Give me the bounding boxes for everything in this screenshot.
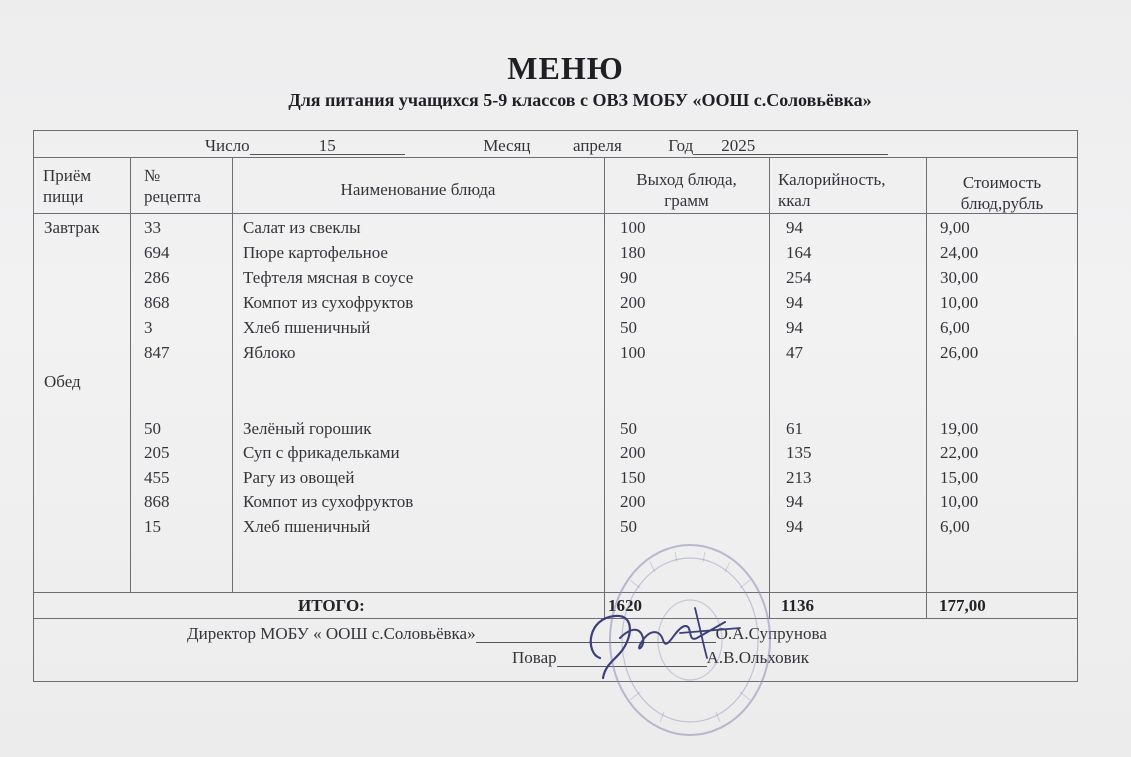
kcal-cell: 135 <box>786 443 812 462</box>
dish-cell: Зелёный горошик <box>243 419 372 438</box>
table-row <box>0 319 1131 344</box>
cost-cell: 15,00 <box>940 468 979 487</box>
cost-cell: 9,00 <box>940 218 970 237</box>
meal-label-lunch: Обед <box>44 372 81 391</box>
total-kcal: 1136 <box>781 596 815 615</box>
table-row <box>0 420 1131 445</box>
col-header-calories: Калорийность, ккал <box>778 170 886 211</box>
total-cost: 177,00 <box>939 596 986 615</box>
cost-cell: 22,00 <box>940 443 979 462</box>
recipe-cell: 33 <box>144 218 161 237</box>
month-label: Месяц <box>483 136 531 155</box>
yield-cell: 100 <box>620 218 646 237</box>
col-header-dish: Наименование блюда <box>340 180 496 199</box>
yield-cell: 50 <box>620 318 637 337</box>
table-row <box>0 344 1131 369</box>
meal-label-breakfast: Завтрак <box>44 218 100 237</box>
cost-cell: 6,00 <box>940 318 970 337</box>
yield-cell: 200 <box>620 443 646 462</box>
kcal-cell: 213 <box>786 468 812 487</box>
cook-signature-line <box>557 649 707 667</box>
recipe-cell: 694 <box>144 243 170 262</box>
yield-cell: 90 <box>620 268 637 287</box>
yield-cell: 50 <box>620 419 637 438</box>
total-yield: 1620 <box>608 596 642 615</box>
recipe-cell: 15 <box>144 517 161 536</box>
yield-cell: 150 <box>620 468 646 487</box>
table-row <box>0 469 1131 494</box>
col-header-meal: Приём пищи <box>43 166 92 207</box>
dish-cell: Салат из свеклы <box>243 218 361 237</box>
col-header-yield: Выход блюда, грамм <box>636 170 737 211</box>
recipe-cell: 455 <box>144 468 170 487</box>
year-value: 2025 <box>693 137 888 155</box>
month-value: апреля <box>573 136 622 155</box>
dish-cell: Хлеб пшеничный <box>243 517 371 536</box>
recipe-cell: 50 <box>144 419 161 438</box>
rule-total-top <box>33 592 1078 593</box>
cost-cell: 6,00 <box>940 517 970 536</box>
yield-cell: 50 <box>620 517 637 536</box>
table-row <box>0 294 1131 319</box>
dish-cell: Яблоко <box>243 343 296 362</box>
kcal-cell: 94 <box>786 218 803 237</box>
rule-total-bottom <box>33 618 1078 619</box>
yield-cell: 200 <box>620 492 646 511</box>
kcal-cell: 94 <box>786 293 803 312</box>
cook-line <box>512 649 809 667</box>
cost-cell: 10,00 <box>940 492 979 511</box>
col-header-recipe: № рецепта <box>144 166 201 207</box>
day-value: 15 <box>250 137 405 155</box>
recipe-cell: 3 <box>144 318 153 337</box>
kcal-cell: 254 <box>786 268 812 287</box>
kcal-cell: 94 <box>786 517 803 536</box>
kcal-cell: 94 <box>786 492 803 511</box>
dish-cell: Рагу из овощей <box>243 468 355 487</box>
date-line <box>205 137 888 155</box>
col-header-cost: Стоимость блюд,рубль <box>960 173 1044 214</box>
dish-cell: Суп с фрикадельками <box>243 443 400 462</box>
day-label: Число <box>205 136 250 155</box>
rule-date-bottom <box>33 157 1078 158</box>
table-row <box>0 244 1131 269</box>
table-row <box>0 444 1131 469</box>
director-line <box>187 625 827 643</box>
rule-header-bottom <box>33 213 1078 214</box>
recipe-cell: 286 <box>144 268 170 287</box>
dish-cell: Пюре картофельное <box>243 243 388 262</box>
kcal-cell: 164 <box>786 243 812 262</box>
director-label: Директор МОБУ « ООШ с.Соловьёвка» <box>187 624 476 643</box>
yield-cell: 100 <box>620 343 646 362</box>
cost-cell: 10,00 <box>940 293 979 312</box>
kcal-cell: 94 <box>786 318 803 337</box>
cost-cell: 19,00 <box>940 419 979 438</box>
cost-cell: 30,00 <box>940 268 979 287</box>
menu-title: МЕНЮ <box>507 50 624 86</box>
recipe-cell: 205 <box>144 443 170 462</box>
kcal-cell: 47 <box>786 343 803 362</box>
table-row <box>0 493 1131 518</box>
year-label: Год <box>668 136 694 155</box>
yield-cell: 200 <box>620 293 646 312</box>
table-row <box>0 518 1131 543</box>
dish-cell: Тефтеля мясная в соусе <box>243 268 414 287</box>
total-label: ИТОГО: <box>298 596 365 615</box>
recipe-cell: 868 <box>144 492 170 511</box>
table-row <box>0 269 1131 294</box>
cost-cell: 24,00 <box>940 243 979 262</box>
yield-cell: 180 <box>620 243 646 262</box>
dish-cell: Хлеб пшеничный <box>243 318 371 337</box>
table-row <box>0 219 1131 244</box>
director-name: О.А.Супрунова <box>715 624 827 643</box>
dish-cell: Компот из сухофруктов <box>243 293 414 312</box>
menu-subtitle: Для питания учащихся 5-9 классов с ОВЗ МОБУ «ООШ с.Соловьёвка» <box>288 90 872 110</box>
recipe-cell: 868 <box>144 293 170 312</box>
cook-name: А.В.Ольховик <box>706 648 809 667</box>
recipe-cell: 847 <box>144 343 170 362</box>
cost-cell: 26,00 <box>940 343 979 362</box>
kcal-cell: 61 <box>786 419 803 438</box>
cook-label: Повар <box>512 648 557 667</box>
director-signature-line <box>476 625 716 643</box>
dish-cell: Компот из сухофруктов <box>243 492 414 511</box>
